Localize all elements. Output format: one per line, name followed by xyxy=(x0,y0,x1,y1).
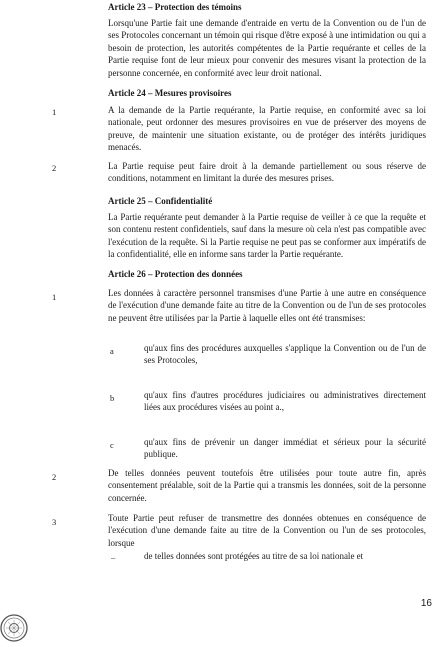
list-item-text-b: qu'aux fins d'autres procédures judiciaires ou administratives directement liées aux procédures visées au point a., xyxy=(144,390,426,413)
article-24-heading: Article 24 – Mesures provisoires xyxy=(108,88,232,98)
article-26-heading: Article 26 – Protection des données xyxy=(108,269,243,279)
article-26-paragraph-1: Les données à caractère personnel transmises d'une Partie à une autre en conséquence de l'exécution d'une demande faite au titre de la Convention ou de l'un de ses protocoles ne peuvent être utilisées par la Partie à laquelle elles ont été transmises: xyxy=(108,288,426,323)
article-25-heading: Article 25 – Confidentialité xyxy=(108,196,213,206)
page-number: 16 xyxy=(420,598,432,609)
article-24-number-1: 1 xyxy=(52,107,57,117)
list-item-text-a: qu'aux fins des procédures auxquelles s'applique la Convention ou de l'un de ses Protocoles, xyxy=(144,343,426,366)
article-24-paragraph-2: La Partie requise peut faire droit à la demande partiellement ou sous réserve de conditions, notamment en limitant la durée des mesures prises. xyxy=(108,161,426,184)
article-26-number-2: 2 xyxy=(52,472,57,482)
list-item-text-c: qu'aux fins de prévenir un danger immédiat et sérieux pour la sécurité publique. xyxy=(144,437,426,460)
article-23-heading: Article 23 – Protection des témoins xyxy=(108,2,242,12)
list-item-label-b: b xyxy=(110,393,115,403)
article-26-number-3: 3 xyxy=(52,517,57,527)
article-25-paragraph: La Partie requérante peut demander à la Partie requise de veiller à ce que la requête et son contenu restent confidentiels, sauf dans la mesure où cela n'est pas compatible avec l'exécution de la requête. Si la Partie requise ne peut pas se conformer aux impératifs de la confidentialité, elle en informe sans tarder la Partie requérante. xyxy=(108,212,426,260)
article-26-paragraph-2: De telles données peuvent toutefois être utilisées pour toute autre fin, après consentement préalable, soit de la Partie qui a transmis les données, soit de la personne concernée. xyxy=(108,468,426,503)
dash-bullet: – xyxy=(111,552,116,562)
seal-stamp-icon xyxy=(0,600,42,647)
article-23-paragraph: Lorsqu'une Partie fait une demande d'entraide en vertu de la Convention ou de l'un de ses Protocoles concernant un témoin qui risque d'être exposé à une intimidation ou qui a besoin de protection, les autorités compétentes de la Partie requérante et celles de la Partie requise font de leur mieux pour convenir des mesures visant la protection de la personne concernée, en conformité avec leur droit national. xyxy=(108,18,426,78)
article-24-paragraph-1: A la demande de la Partie requérante, la Partie requise, en conformité avec sa loi nationale, peut ordonner des mesures provisoires en vue de préserver des moyens de preuve, de maintenir une situation existante, ou de protéger des intérêts juridiques menacés. xyxy=(108,105,426,153)
list-item-label-a: a xyxy=(110,346,114,356)
article-24-number-2: 2 xyxy=(52,163,57,173)
dash-item-text: de telles données sont protégées au titre de sa loi nationale et xyxy=(144,551,364,561)
list-item-label-c: c xyxy=(110,440,114,450)
article-26-number-1: 1 xyxy=(52,292,57,302)
article-26-paragraph-3: Toute Partie peut refuser de transmettre des données obtenues en conséquence de l'exécution d'une demande faite au titre de la Convention ou l'un de ses protocoles, lorsque xyxy=(108,513,426,548)
